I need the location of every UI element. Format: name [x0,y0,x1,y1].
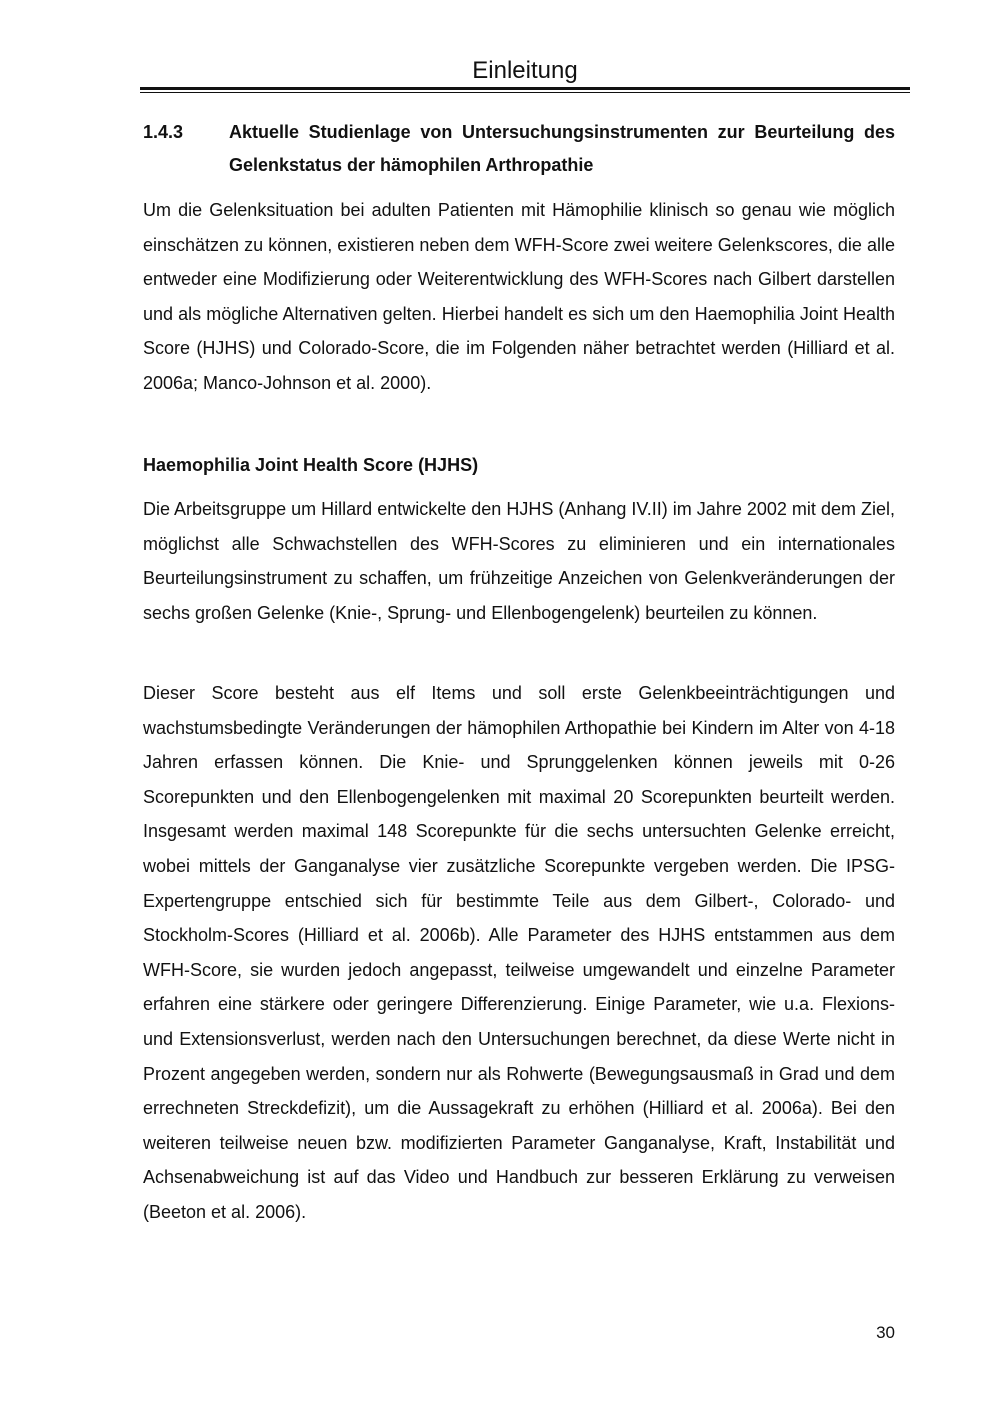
intro-paragraph: Um die Gelenksituation bei adulten Patienten mit Hämophilie klinisch so genau wie möglich einschätzen zu können, existieren neben dem WFH-Score zwei weitere Gelenkscores, die alle entweder eine Modifizierung oder Weiterentwicklung des WFH-Scores nach Gilbert darstellen und als mögliche Alternativen gelten. Hierbei handelt es sich um den Haemophilia Joint Health Score (HJHS) und Colorado-Score, die im Folgenden näher betrachtet werden (Hilliard et al. 2006a; Manco-Johnson et al. 2000). [143,200,895,393]
hjhs-subheading: Haemophilia Joint Health Score (HJHS) [143,455,479,475]
running-header: Einleitung [472,57,578,84]
section-heading [143,116,895,182]
section-title: Aktuelle Studienlage von Untersuchungsinstrumenten zur Beurteilung des Gelenkstatus der hämophilen Arthropathie [229,122,895,175]
page-number: 30 [876,1323,895,1342]
hjhs-paragraph-2: Dieser Score besteht aus elf Items und soll erste Gelenkbeeinträchtigungen und wachstumsbedingte Veränderungen der hämophilen Arthopathie bei Kindern im Alter von 4-18 Jahren erfassen können. Die Knie- und Sprunggelenken können jeweils mit 0-26 Scorepunkten und den Ellenbogengelenken mit maximal 20 Scorepunkten beurteilt werden. Insgesamt werden maximal 148 Scorepunkte für die sechs untersuchten Gelenke erreicht, wobei mittels der Ganganalyse vier zusätzliche Scorepunkte vergeben werden. Die IPSG-Expertengruppe entschied sich für bestimmte Teile aus dem Gilbert-, Colorado- und Stockholm-Scores (Hilliard et al. 2006b). Alle Parameter des HJHS entstammen aus dem WFH-Score, sie wurden jedoch angepasst, teilweise umgewandelt und einzelne Parameter erfahren eine stärkere oder geringere Differenzierung. Einige Parameter, wie u.a. Flexions- und Extensionsverlust, werden nach den Untersuchungen berechnet, da diese Werte nicht in Prozent angegeben werden, sondern nur als Rohwerte (Bewegungsausmaß in Grad und dem errechneten Streckdefizit), um die Aussagekraft zu erhöhen (Hilliard et al. 2006a). Bei den weiteren teilweise neuen bzw. modifizierten Parameter Ganganalyse, Kraft, Instabilität und Achsenabweichung ist auf das Video und Handbuch zur besseren Erklärung zu verweisen (Beeton et al. 2006). [143,683,895,1222]
section-number: 1.4.3 [143,122,184,142]
hjhs-paragraph-1: Die Arbeitsgruppe um Hillard entwickelte den HJHS (Anhang IV.II) im Jahre 2002 mit dem Ziel, möglichst alle Schwachstellen des WFH-Scores zu eliminieren und ein internationales Beurteilungsinstrument zu schaffen, um frühzeitige Anzeichen von Gelenkveränderungen der sechs großen Gelenke (Knie-, Sprung- und Ellenbogengelenk) beurteilen zu können. [143,499,895,623]
header-rule-thick [140,87,910,90]
header-rule-thin [140,92,910,93]
